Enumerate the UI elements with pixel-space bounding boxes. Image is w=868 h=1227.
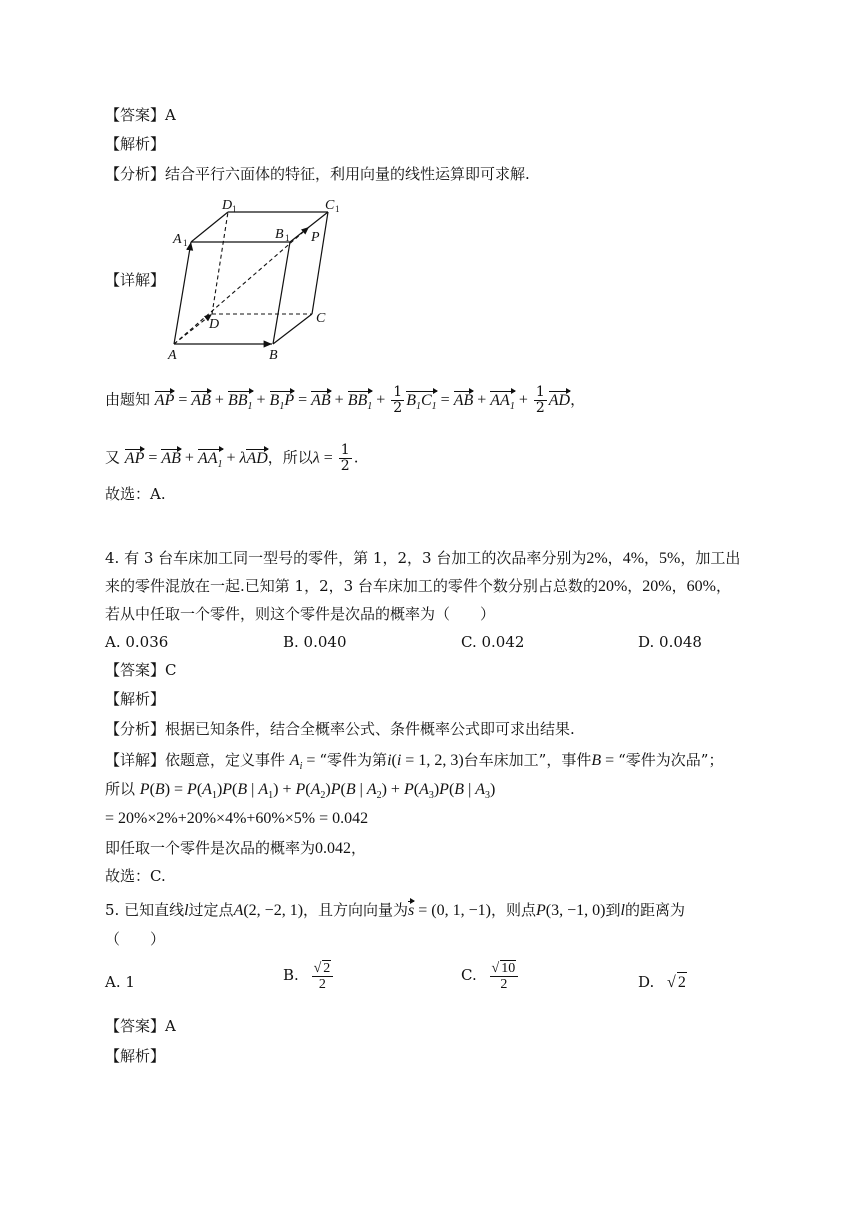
label-B: B — [269, 348, 278, 363]
q4-option-d: D. 0.048 — [638, 633, 702, 651]
q5-paren: （ ） — [105, 930, 166, 948]
q3-vector-equation-2: 又 AP = AB + $AA_1 + \lambda AD$，所以λ = $\frac{1}{2}$ . — [105, 442, 359, 474]
q4-stem-line3: 若从中任取一个零件，则这个零件是次品的概率为（ ） — [105, 605, 496, 623]
q3-analysis-label: 【解析】 — [105, 135, 166, 153]
q5-stem: 5. 已知直线l过定点A(2, −2, 1)，且方向向量为s = (0, 1, −1)，则点P(3, −1, 0)到l的距离为 — [105, 901, 685, 919]
q5-analysis-label: 【解析】 — [105, 1047, 166, 1065]
label-D1: D — [222, 198, 233, 213]
q5-option-b: B. $\frac{√ 2}{2}$ — [283, 960, 335, 992]
q4-option-c: C. 0.042 — [461, 633, 525, 651]
q5-option-d: D. √ 2 — [638, 973, 686, 991]
q3-fenxi: 【分析】结合平行六面体的特征，利用向量的线性运算即可求解. — [105, 165, 530, 183]
q4-conclusion: 即任取一个零件是次品的概率为0.042， — [105, 839, 367, 857]
q4-option-b: B. 0.040 — [283, 633, 347, 651]
q4-choose: 故选：C. — [105, 867, 166, 885]
edge-DD1 — [212, 212, 228, 314]
q4-xiangjie: 【详解】依题意，定义事件 $A_i$ = “零件为第i(i = 1, 2, 3)台车床加工”，事件B = “零件为次品”； — [105, 751, 724, 773]
edge-BC — [273, 314, 312, 344]
q4-formula-result: = 20%×2%+20%×4%+60%×5% = 0.042 — [105, 810, 369, 827]
q4-answer: 【答案】C — [105, 661, 177, 679]
sub-B1: 1 — [285, 233, 290, 243]
q5-answer: 【答案】A — [105, 1017, 176, 1035]
q4-stem-line2: 来的零件混放在一起.已知第 1，2，3 台车床加工的零件个数分别占总数的20%，20%，60%， — [105, 577, 731, 595]
label-A1: A — [173, 232, 182, 247]
label-C1: C — [325, 198, 335, 213]
sub-A1: 1 — [183, 238, 188, 248]
edge-AA1 — [174, 242, 191, 344]
q3-answer: 【答案】A — [105, 106, 176, 124]
sub-C1: 1 — [335, 204, 340, 214]
q3-xiangjie-label: 【详解】 — [105, 271, 166, 289]
label-P: P — [311, 230, 320, 245]
q4-stem-line1: 4. 有 3 台车床加工同一型号的零件，第 1，2，3 台加工的次品率分别为2%，4%，5%，加工出 — [105, 549, 741, 567]
q3-choose: 故选：A. — [105, 485, 166, 503]
label-D: D — [209, 317, 220, 332]
edge-CC1 — [312, 212, 328, 314]
parallelepiped-figure — [160, 195, 360, 365]
q5-option-a: A. 1 — [105, 973, 135, 991]
q4-option-a: A. 0.036 — [105, 633, 169, 651]
label-C: C — [316, 311, 326, 326]
q4-fenxi: 【分析】根据已知条件，结合全概率公式、条件概率公式即可求出结果. — [105, 720, 575, 738]
label-B1: B — [275, 227, 284, 242]
q3-vector-equation-1: 由题知 AP = AB + $BB_1 + B_1P$ = AB + $BB_1$ + $\frac{1}{2}$ $B_1C_1$ = AB + $AA_1$ + $\frac{1}{2}$ AD， — [105, 384, 586, 416]
sub-D1: 1 — [232, 204, 237, 214]
q4-formula: 所以 $P(B) = P(A_1)P(B$ | $A_1) + P(A_2)P(B$ | $A_2) + P(A_3)P(B$ | $A_3$) — [105, 780, 496, 802]
edge-AP — [174, 227, 309, 344]
q5-option-c: C. $\frac{√ 10}{2}$ — [461, 960, 520, 992]
edge-A1D1 — [191, 212, 228, 242]
label-A: A — [168, 348, 177, 363]
q4-analysis-label: 【解析】 — [105, 690, 166, 708]
edge-BB1 — [273, 242, 290, 344]
